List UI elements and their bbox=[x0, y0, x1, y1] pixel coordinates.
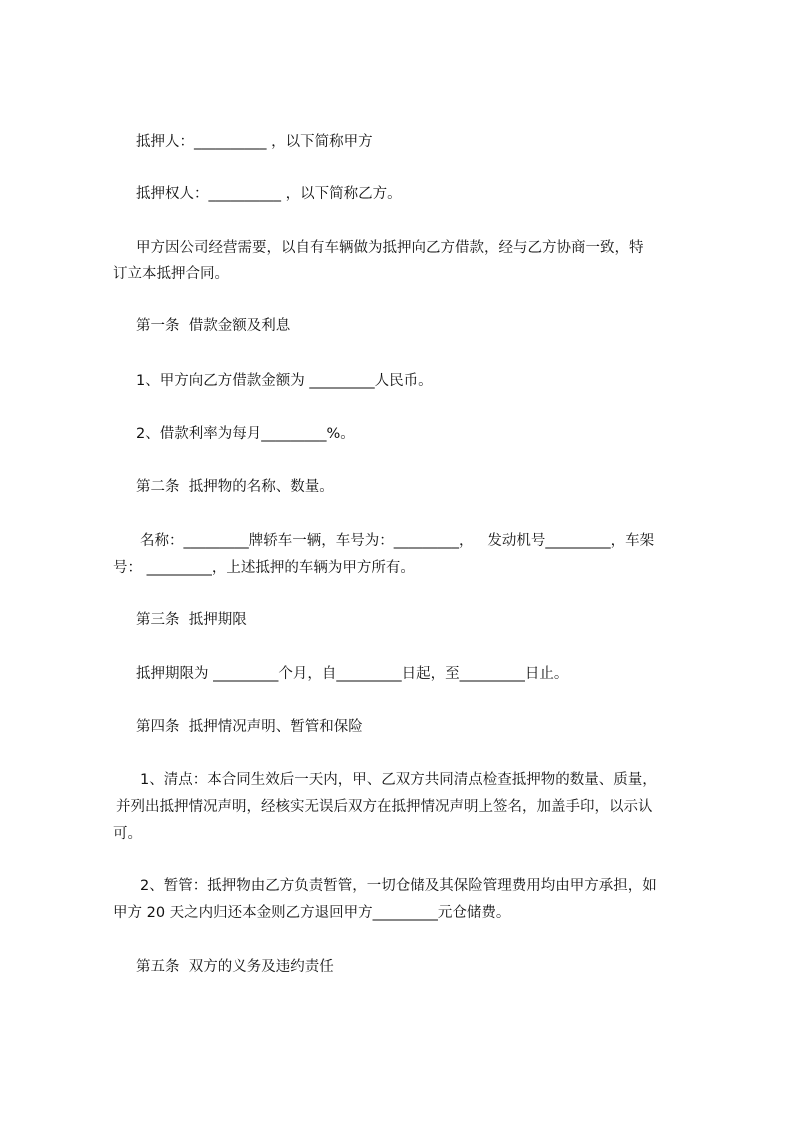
pledgee-line: 抵押权人：__________ ，以下简称乙方。 bbox=[136, 186, 402, 202]
article-2-line-1: 名称：_________牌轿车一辆，车号为：_________， 发动机号_________，车架 bbox=[140, 533, 655, 549]
article-4-clause-1-line-1: 1、清点：本合同生效后一天内，甲、乙双方共同清点检查抵押物的数量、质量， bbox=[140, 772, 657, 788]
article-1-heading: 第一条 借款金额及利息 bbox=[136, 318, 291, 334]
article-3-line-1: 抵押期限为 _________个月，自_________日起，至_________日止。 bbox=[136, 666, 569, 682]
article-4-clause-1-line-3: 可。 bbox=[113, 826, 142, 842]
article-5-heading: 第五条 双方的义务及违约责任 bbox=[136, 959, 334, 975]
article-2-line-2: 号： _________，上述抵押的车辆为甲方所有。 bbox=[113, 560, 415, 576]
article-3-heading: 第三条 抵押期限 bbox=[136, 612, 247, 628]
article-1-clause-2: 2、借款利率为每月_________%。 bbox=[136, 426, 355, 442]
preamble-line-2: 订立本抵押合同。 bbox=[113, 266, 229, 282]
article-1-clause-1: 1、甲方向乙方借款金额为 _________人民币。 bbox=[136, 373, 433, 389]
article-2-heading: 第二条 抵押物的名称、数量。 bbox=[136, 479, 334, 495]
pledgor-line: 抵押人：__________ ，以下简称甲方 bbox=[136, 134, 373, 150]
article-4-heading: 第四条 抵押情况声明、暂管和保险 bbox=[136, 719, 363, 735]
article-4-clause-2-line-1: 2、暂管：抵押物由乙方负责暂管，一切仓储及其保险管理费用均由甲方承担，如 bbox=[140, 878, 657, 894]
article-4-clause-1-line-2: 并列出抵押情况声明，经核实无误后双方在抵押情况声明上签名，加盖手印，以示认 bbox=[116, 799, 653, 815]
preamble-line-1: 甲方因公司经营需要，以自有车辆做为抵押向乙方借款，经与乙方协商一致，特 bbox=[136, 240, 644, 256]
article-4-clause-2-line-2: 甲方 20 天之内归还本金则乙方退回甲方_________元仓储费。 bbox=[113, 905, 511, 921]
